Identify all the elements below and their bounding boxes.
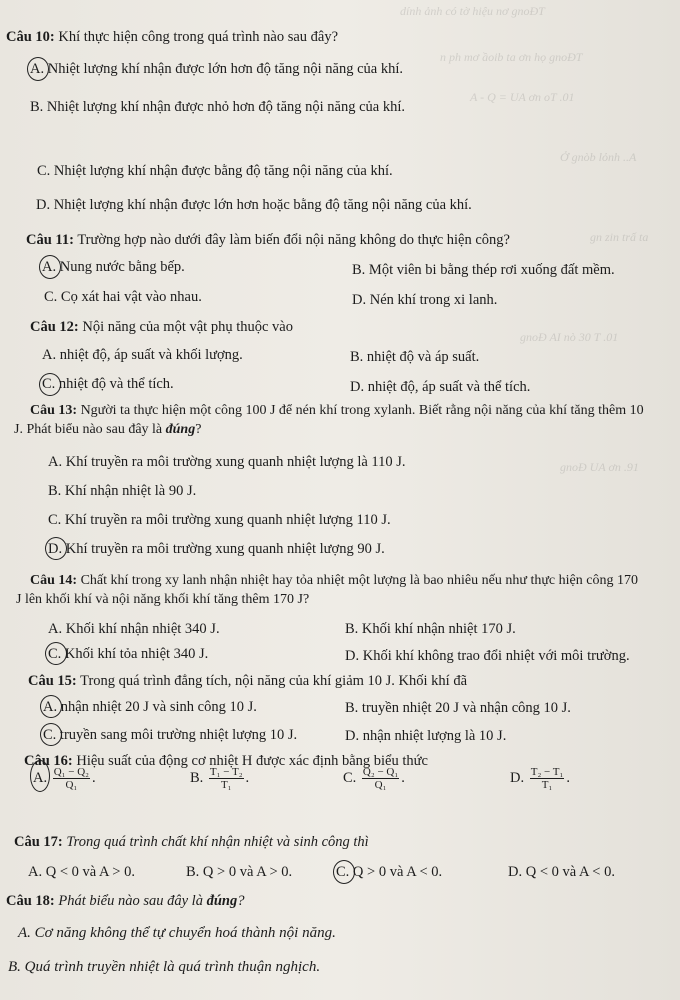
q10-text: Khí thực hiện công trong quá trình nào sau đây? xyxy=(58,29,339,45)
q18-option-a[interactable]: A. Cơ năng không thể tự chuyển hoá thành nội năng. xyxy=(18,925,336,941)
q17-option-d[interactable]: D. Q < 0 và A < 0. xyxy=(508,864,615,880)
q10-option-a[interactable]: A. Nhiệt lượng khí nhận được lớn hơn độ tăng nội năng của khí. xyxy=(30,61,403,77)
q16-b-label: B. xyxy=(190,769,204,786)
q11-stem xyxy=(26,231,510,249)
q13-stem xyxy=(30,402,644,420)
q16-text: Hiệu suất của động cơ nhiệt H được xác định bằng biểu thức xyxy=(76,753,428,769)
q14-option-c[interactable]: C. Khối khí tỏa nhiệt 340 J. xyxy=(48,646,209,662)
q16-option-b[interactable] xyxy=(190,766,249,791)
q15-label: Câu 15: xyxy=(28,673,77,689)
q15-option-b[interactable]: B. truyền nhiệt 20 J và nhận công 10 J. xyxy=(345,700,571,716)
q18-text: Phát biểu nào sau đây là xyxy=(58,893,207,909)
q14-option-b[interactable]: B. Khối khí nhận nhiệt 170 J. xyxy=(345,621,516,637)
q17-option-c[interactable]: C. Q > 0 và A < 0. xyxy=(336,864,443,880)
q16-option-c[interactable] xyxy=(343,766,405,791)
q10-option-d[interactable]: D. Nhiệt lượng khí nhận được lớn hơn hoặc bằng độ tăng nội năng của khí. xyxy=(36,197,472,213)
q14-label: Câu 14: xyxy=(30,573,78,588)
q12-option-b[interactable]: B. nhiệt độ và áp suất. xyxy=(350,349,480,365)
q13-text: Người ta thực hiện một công 100 J để nén khí trong xylanh. Biết rằng nội năng của khí tăng thêm 10 xyxy=(80,403,644,418)
q13-option-d[interactable]: D. Khí truyền ra môi trường xung quanh nhiệt lượng 90 J. xyxy=(48,541,385,557)
q16-label: Câu 16: xyxy=(24,753,73,769)
q10-option-c[interactable]: C. Nhiệt lượng khí nhận được bằng độ tăng nội năng của khí. xyxy=(37,163,393,179)
q16-a-dot: . xyxy=(92,769,96,786)
q11-label: Câu 11: xyxy=(26,232,74,248)
q11-option-d[interactable]: D. Nén khí trong xi lanh. xyxy=(352,292,498,308)
q11-option-b[interactable]: B. Một viên bi bằng thép rơi xuống đất mềm. xyxy=(352,262,615,278)
q16-d-fraction xyxy=(530,766,565,791)
q12-option-a[interactable]: A. nhiệt độ, áp suất và khối lượng. xyxy=(42,347,243,363)
q16-d-denominator: T₁ xyxy=(541,779,553,791)
q12-option-d[interactable]: D. nhiệt độ, áp suất và thể tích. xyxy=(350,379,531,395)
q13-option-c[interactable]: C. Khí truyền ra môi trường xung quanh nhiệt lượng 110 J. xyxy=(48,512,391,528)
q15-option-d[interactable]: D. nhận nhiệt lượng là 10 J. xyxy=(345,728,507,744)
q18-option-b[interactable]: B. Quá trình truyền nhiệt là quá trình thuận nghịch. xyxy=(8,959,321,975)
q16-c-numerator: Q₂ − Q₁ xyxy=(362,766,399,778)
q17-label: Câu 17: xyxy=(14,834,63,850)
q17-option-a[interactable]: A. Q < 0 và A > 0. xyxy=(28,864,135,880)
q16-b-fraction xyxy=(209,766,244,791)
q12-text: Nội năng của một vật phụ thuộc vào xyxy=(82,319,293,335)
q18-stem xyxy=(6,892,244,910)
q10-option-b[interactable]: B. Nhiệt lượng khí nhận được nhỏ hơn độ tăng nội năng của khí. xyxy=(30,99,405,115)
q13-label: Câu 13: xyxy=(30,403,78,418)
q13-text-3: ? xyxy=(195,422,202,437)
q14-stem xyxy=(30,572,638,590)
q16-b-dot: . xyxy=(245,769,250,786)
q15-stem xyxy=(28,672,467,690)
q18-emphasis: đúng xyxy=(206,893,238,909)
q12-option-c[interactable]: C. nhiệt độ và thể tích. xyxy=(42,376,174,392)
q17-text: Trong quá trình chất khí nhận nhiệt và sinh công thì xyxy=(66,834,369,850)
q16-c-dot: . xyxy=(401,769,405,786)
q16-a-label: A. xyxy=(33,769,48,786)
q13-option-a[interactable]: A. Khí truyền ra môi trường xung quanh nhiệt lượng là 110 J. xyxy=(48,454,406,470)
q11-option-a[interactable]: A. Nung nước bằng bếp. xyxy=(42,259,185,275)
q15-option-c[interactable]: C. truyền sang môi trường nhiệt lượng 10 J. xyxy=(43,727,298,743)
q16-c-fraction xyxy=(362,766,399,791)
q16-d-label: D. xyxy=(510,769,525,786)
q13-stem-line2 xyxy=(14,421,201,439)
q13-option-b[interactable]: B. Khí nhận nhiệt là 90 J. xyxy=(48,483,197,499)
q15-option-a[interactable]: A. nhận nhiệt 20 J và sinh công 10 J. xyxy=(43,699,257,715)
q16-d-numerator: T₂ − T₁ xyxy=(530,766,564,778)
q16-a-fraction xyxy=(53,766,90,791)
q15-text: Trong quá trình đẳng tích, nội năng của khí giảm 10 J. Khối khí đã xyxy=(80,673,468,689)
q16-option-d[interactable] xyxy=(510,766,570,791)
q16-c-denominator: Q₁ xyxy=(374,779,387,791)
q17-option-b[interactable]: B. Q > 0 và A > 0. xyxy=(186,864,293,880)
q11-text: Trường hợp nào dưới đây làm biến đổi nội năng không do thực hiện công? xyxy=(77,232,510,248)
q16-option-a[interactable] xyxy=(33,766,96,791)
q10-label: Câu 10: xyxy=(6,29,55,45)
q12-label: Câu 12: xyxy=(30,319,79,335)
q16-b-numerator: T₁ − T₂ xyxy=(209,766,243,778)
q14-text: Chất khí trong xy lanh nhận nhiệt hay tỏa nhiệt một lượng là bao nhiêu nếu như thực hiện công 170 xyxy=(80,573,638,588)
q12-stem xyxy=(30,318,293,336)
q16-a-denominator: Q₁ xyxy=(65,779,78,791)
q14-stem-line2: J lên khối khí và nội năng khối khí tăng thêm 170 J? xyxy=(16,592,310,607)
q18-text-2: ? xyxy=(237,893,245,909)
q16-d-dot: . xyxy=(566,769,570,786)
q13-emphasis: đúng xyxy=(165,422,196,437)
q17-stem xyxy=(14,833,369,851)
q11-option-c[interactable]: C. Cọ xát hai vật vào nhau. xyxy=(44,289,202,305)
q14-option-d[interactable]: D. Khối khí không trao đổi nhiệt với môi trường. xyxy=(345,648,630,664)
q13-text-2: J. Phát biểu nào sau đây là xyxy=(14,422,166,437)
q16-b-denominator: T₁ xyxy=(220,779,232,791)
q14-option-a[interactable]: A. Khối khí nhận nhiệt 340 J. xyxy=(48,621,220,637)
q16-c-label: C. xyxy=(343,769,357,786)
q18-label: Câu 18: xyxy=(6,893,55,909)
q16-a-numerator: Q₁ − Q₂ xyxy=(53,766,89,778)
q10-stem xyxy=(6,28,338,46)
